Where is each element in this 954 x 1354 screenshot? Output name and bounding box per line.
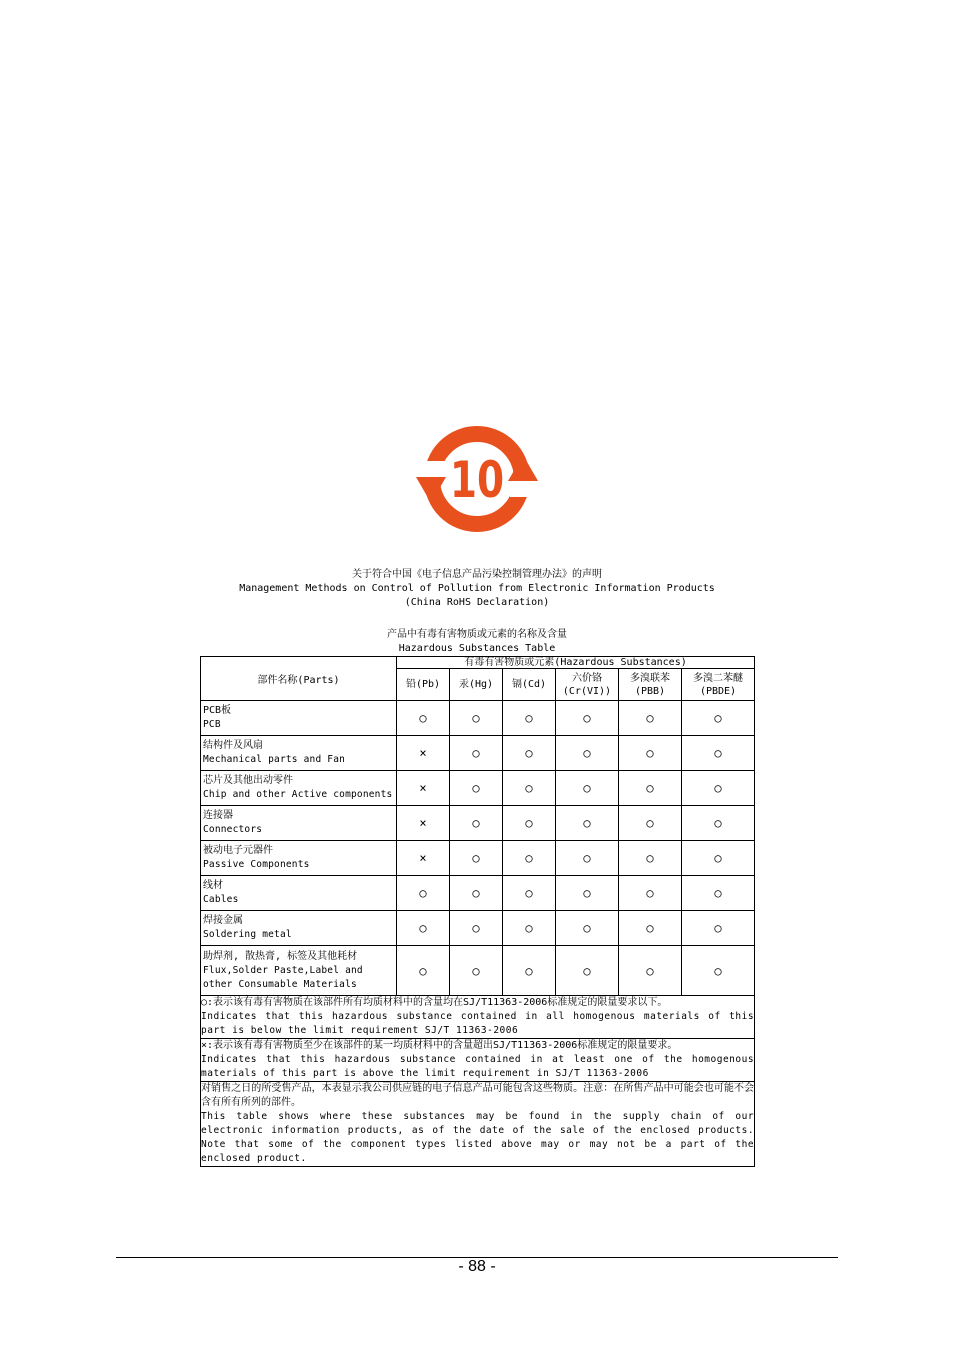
substance-column-header — [556, 669, 619, 701]
substance-value-cell: ○ — [682, 841, 755, 876]
substance-value-cell: ○ — [503, 771, 556, 806]
substance-value-cell: ○ — [397, 876, 450, 911]
substance-value-cell: ○ — [619, 771, 682, 806]
declaration-title-en: Management Methods on Control of Pollution from Electronic Information Products — [239, 583, 715, 594]
substance-name: 汞(Hg) — [458, 679, 494, 690]
part-name-cn: PCB板 — [203, 705, 232, 716]
page-number: - 88 - — [458, 1258, 496, 1275]
note-cell — [201, 1039, 755, 1082]
substance-value-cell: ○ — [682, 946, 755, 996]
substance-value-cell: × — [397, 736, 450, 771]
note-cell — [201, 996, 755, 1039]
part-name-cn: 焊接金属 — [203, 915, 243, 926]
substance-value-cell: ○ — [450, 736, 503, 771]
substance-column-header — [619, 669, 682, 701]
part-name-en: PCB — [203, 719, 221, 730]
substance-value-cell: ○ — [556, 701, 619, 736]
substance-value-cell: ○ — [556, 771, 619, 806]
table-title-en: Hazardous Substances Table — [398, 643, 556, 654]
substance-name: 镉(Cd) — [511, 679, 547, 690]
substance-value-cell: ○ — [619, 701, 682, 736]
part-name-cn: 助焊剂, 散热膏, 标签及其他耗材 — [203, 950, 358, 962]
declaration-subtitle-en: (China RoHS Declaration) — [404, 597, 550, 608]
note-cn: 对销售之日的所受售产品，本表显示我公司供应链的电子信息产品可能包含这些物质。注意：在所售产品中可能会也可能不会含有所有所列的部件。 — [201, 1083, 755, 1108]
substance-name: 六价铬 — [572, 672, 602, 684]
part-name-en: Chip and other Active components — [203, 789, 393, 800]
substance-value-cell: ○ — [619, 876, 682, 911]
substance-value-cell: ○ — [682, 736, 755, 771]
note-en: This table shows where these substances may be found in the supply chain of our electronic information products, as of the date of the sale of the enclosed products. Note that some of the component types listed above may or may not be a part of the enclosed product. — [201, 1111, 755, 1164]
substance-value-cell: ○ — [397, 911, 450, 946]
note-row — [201, 1039, 755, 1082]
substance-value-cell: ○ — [450, 701, 503, 736]
substance-symbol: (PBDE) — [699, 685, 737, 697]
part-name-en: Cables — [203, 894, 239, 905]
part-name-cn: 被动电子元器件 — [203, 845, 273, 856]
substance-column-header — [397, 669, 450, 701]
part-name-en: Flux,Solder Paste,Label and other Consumable Materials — [203, 964, 363, 990]
hazardous-substances-table — [200, 656, 755, 1167]
substance-value-cell: ○ — [556, 806, 619, 841]
substance-value-cell: ○ — [450, 946, 503, 996]
part-name-cn: 连接器 — [203, 810, 233, 821]
substance-column-header — [450, 669, 503, 701]
table-row — [201, 841, 755, 876]
substance-value-cell: ○ — [450, 911, 503, 946]
substance-symbol: (Cr(VI)) — [562, 685, 612, 697]
table-row — [201, 876, 755, 911]
part-name-cn: 结构件及风扇 — [203, 740, 263, 751]
substance-value-cell: × — [397, 806, 450, 841]
substance-value-cell: ○ — [503, 841, 556, 876]
substance-value-cell: ○ — [682, 771, 755, 806]
efup-10-logo — [414, 425, 540, 533]
part-name-cell — [201, 806, 397, 841]
substance-value-cell: ○ — [450, 806, 503, 841]
substance-name: 多溴二苯醚 — [693, 672, 744, 684]
part-name-cell — [201, 841, 397, 876]
substance-value-cell: ○ — [556, 911, 619, 946]
substance-value-cell: ○ — [503, 876, 556, 911]
substance-value-cell: ○ — [450, 771, 503, 806]
substance-value-cell: ○ — [450, 841, 503, 876]
part-name-en: Soldering metal — [203, 929, 292, 940]
substance-value-cell: ○ — [503, 946, 556, 996]
substance-column-header — [682, 669, 755, 701]
note-cn: ×:表示该有毒有害物质至少在该部件的某一均质材料中的含量超出SJ/T11363-2006标准规定的限量要求。 — [201, 1040, 678, 1051]
substance-value-cell: ○ — [619, 736, 682, 771]
table-row — [201, 806, 755, 841]
substance-name: 铅(Pb) — [405, 679, 441, 690]
substance-name: 多溴联苯 — [630, 672, 670, 684]
table-row — [201, 701, 755, 736]
substance-value-cell: ○ — [397, 701, 450, 736]
substance-column-header — [503, 669, 556, 701]
substance-value-cell: × — [397, 841, 450, 876]
table-title-cn: 产品中有毒有害物质或元素的名称及含量 — [387, 629, 567, 640]
substance-symbol: (PBB) — [634, 685, 666, 697]
substance-value-cell: ○ — [503, 736, 556, 771]
note-cell — [201, 1082, 755, 1167]
note-row — [201, 1082, 755, 1167]
substance-value-cell: ○ — [503, 911, 556, 946]
substance-value-cell: ○ — [503, 806, 556, 841]
substances-header: 有毒有害物质或元素(Hazardous Substances) — [397, 657, 755, 669]
table-row — [201, 771, 755, 806]
part-name-cell — [201, 736, 397, 771]
substance-value-cell: ○ — [397, 946, 450, 996]
table-heading — [0, 628, 954, 656]
substance-value-cell: ○ — [556, 946, 619, 996]
note-en: Indicates that this hazardous substance contained in all homogenous materials of this part is below the limit requirement SJ/T 11363-2006 — [201, 1011, 755, 1036]
part-name-en: Passive Components — [203, 859, 310, 870]
table-row — [201, 736, 755, 771]
substance-value-cell: ○ — [556, 841, 619, 876]
declaration-heading — [0, 568, 954, 610]
substance-value-cell: ○ — [682, 806, 755, 841]
logo-number: 10 — [449, 450, 505, 510]
part-name-cell — [201, 771, 397, 806]
declaration-title-cn: 关于符合中国《电子信息产品污染控制管理办法》的声明 — [352, 569, 602, 580]
table-row — [201, 911, 755, 946]
part-name-cell — [201, 911, 397, 946]
part-name-cell — [201, 876, 397, 911]
part-name-cell — [201, 701, 397, 736]
part-name-cn: 芯片及其他出动零件 — [203, 775, 293, 786]
substance-value-cell: ○ — [682, 701, 755, 736]
substance-value-cell: ○ — [619, 806, 682, 841]
substance-value-cell: ○ — [556, 736, 619, 771]
note-row — [201, 996, 755, 1039]
note-cn: ○:表示该有毒有害物质在该部件所有均质材料中的含量均在SJ/T11363-2006标准规定的限量要求以下。 — [201, 997, 668, 1008]
substance-value-cell: ○ — [619, 946, 682, 996]
substance-value-cell: × — [397, 771, 450, 806]
substance-value-cell: ○ — [619, 911, 682, 946]
substance-value-cell: ○ — [503, 701, 556, 736]
table-row — [201, 946, 755, 996]
substance-value-cell: ○ — [619, 841, 682, 876]
note-en: Indicates that this hazardous substance contained in at least one of the homogenous materials of this part is above the limit requirement in SJ/T 11363-2006 — [201, 1054, 755, 1079]
substance-value-cell: ○ — [682, 876, 755, 911]
substance-value-cell: ○ — [450, 876, 503, 911]
part-name-cell — [201, 946, 397, 996]
substance-value-cell: ○ — [556, 876, 619, 911]
part-name-cn: 线材 — [203, 880, 223, 891]
part-name-en: Mechanical parts and Fan — [203, 754, 346, 765]
substance-value-cell: ○ — [682, 911, 755, 946]
parts-header: 部件名称(Parts) — [201, 657, 397, 701]
part-name-en: Connectors — [203, 824, 263, 835]
